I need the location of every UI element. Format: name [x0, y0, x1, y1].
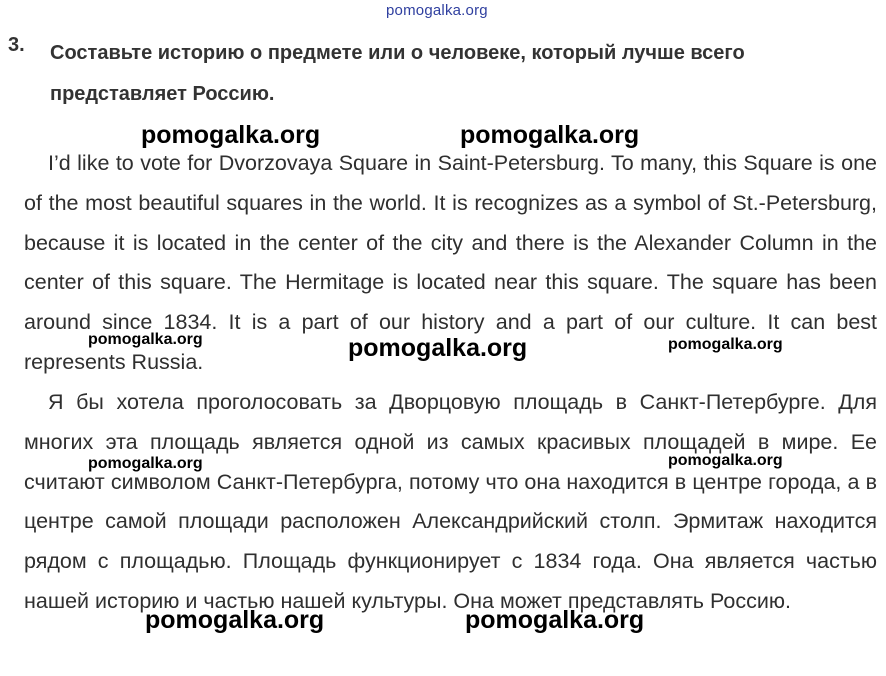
- watermark: pomogalka.org: [668, 336, 783, 353]
- watermark: pomogalka.org: [145, 606, 325, 634]
- watermark: pomogalka.org: [88, 331, 203, 348]
- english-paragraph: I’d like to vote for Dvorzovaya Square in Saint-Petersburg. To many, this Square is one of the most beautiful squares in the world. It is recognizes as a symbol of St.-Petersburg, because it is located in the center of the city and there is the Alexander Column in the center of this square. The Hermitage is located near this square. The square has been around since 1834. It is a part of our history and a part of our culture. It can best represents Russia.: [24, 151, 877, 374]
- watermark: pomogalka.org: [460, 121, 640, 149]
- site-watermark-top: pomogalka.org: [386, 2, 488, 19]
- watermark: pomogalka.org: [141, 121, 321, 149]
- watermark: pomogalka.org: [88, 455, 203, 472]
- russian-paragraph: Я бы хотела проголосовать за Дворцовую площадь в Санкт-Петербурге. Для многих эта площадь является одной из самых красивых площадей в мире. Ее считают символом Санкт-Петербурга, потому что она находится в центре города, а в центре самой площади расположен Александрийский столп. Эрмитаж находится рядом с площадью. Площадь функционирует с 1834 года. Она является частью нашей историю и частью нашей культуры. Она может представлять Россию.: [24, 390, 877, 613]
- watermark: pomogalka.org: [465, 606, 645, 634]
- watermark: pomogalka.org: [348, 334, 528, 362]
- task-number: 3.: [8, 34, 25, 56]
- task-title: Составьте историю о предмете или о человеке, который лучше всего представляет Россию.: [50, 42, 745, 105]
- watermark: pomogalka.org: [668, 452, 783, 469]
